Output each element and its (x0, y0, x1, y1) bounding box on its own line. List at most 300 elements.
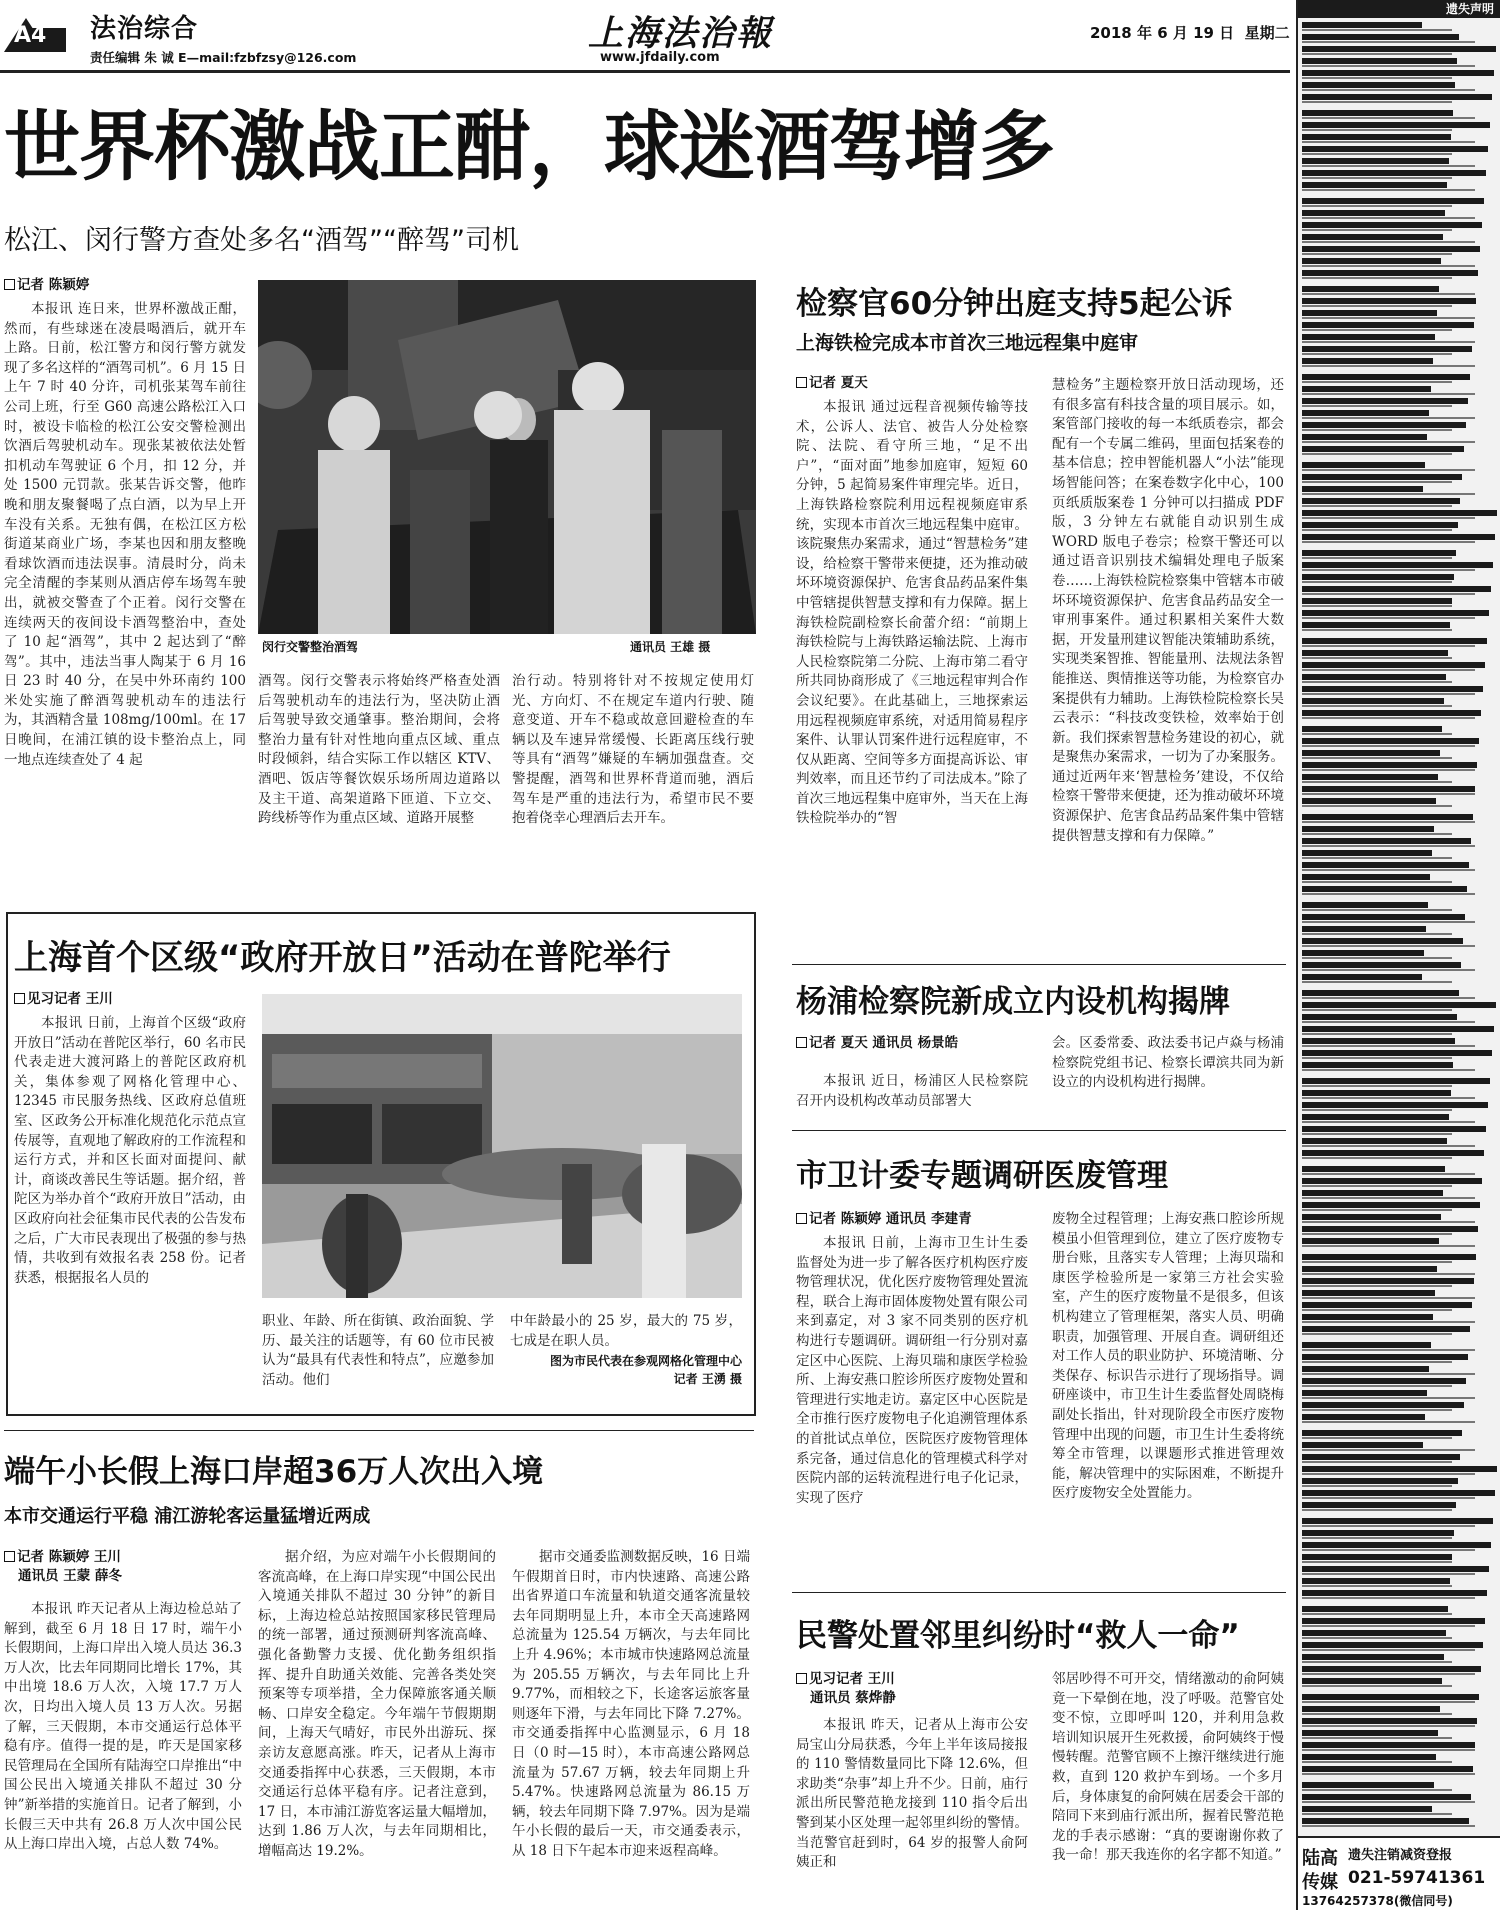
classified-listing-subtext (1302, 405, 1452, 407)
classified-listing-line (1302, 158, 1498, 168)
classified-listing-text (1302, 1414, 1425, 1420)
yangpu-headline: 杨浦检察院新成立内设机构揭牌 (796, 984, 1230, 1020)
classified-listing-subtext (1302, 617, 1475, 619)
classified-listing-subtext (1302, 1497, 1475, 1499)
classified-listing-subtext (1302, 101, 1452, 103)
classified-listing-subtext (1302, 153, 1452, 155)
classified-listing-line (1302, 398, 1498, 408)
classified-listing-line (1302, 134, 1498, 144)
classified-listing-text (1302, 70, 1494, 76)
classified-listing-line (1302, 1126, 1498, 1136)
classified-listing-line (1302, 1390, 1498, 1400)
dragon-body-col3: 据市交通委监测数据反映，16 日端午假期首日时，市内快速路、高速公路出省界道口车流量和轨道交通客流量较去年同期明显上升，本市全天高速路网总流量为 125.54 万辆次，与去年同比上升 4.96%；本市城市快速路网总流量为 205.55 万辆次，与去年同比上升 9.77%，而相较之下，长途客运旅客量则逐年下滑，与去年同比下降 7.27%。市交通委指挥中心监测显示，6 月 18 日（0 时—15 时），本市高速公路网总流量为 57.67 万辆，较去年同期上升 5.47%。快速路网总流量为 86.15 万辆，较去年同期下降 7.97%。因为是端午小长假的最后一天，市交通委表示，从 18 日下午起本市迎来返程高峰。 (512, 1549, 750, 1859)
classified-listing-text (1302, 762, 1477, 768)
classified-listing-line (1302, 146, 1498, 156)
classified-listing-text (1302, 950, 1424, 956)
yangpu-byline: 记者 夏天 通讯员 杨景皓 (796, 1034, 958, 1053)
classified-listing-line (1302, 1278, 1498, 1288)
classified-listing-subtext (1302, 793, 1475, 795)
classified-listing-subtext (1302, 1409, 1452, 1411)
classified-listing-line (1302, 270, 1498, 280)
classified-listing-text (1302, 110, 1453, 116)
classified-listing-text (1302, 82, 1455, 88)
classified-listing-text (1302, 1806, 1432, 1812)
classified-listing-subtext (1302, 1661, 1452, 1663)
classified-listing-subtext (1302, 529, 1452, 531)
page-badge (0, 14, 70, 54)
classified-listing-subtext (1302, 605, 1452, 607)
classified-listing-line (1302, 462, 1498, 472)
lead-headline: 世界杯激战正酣，球迷酒驾增多 (4, 102, 1054, 191)
classified-listing-subtext (1302, 1801, 1475, 1803)
classified-listing-text (1302, 1202, 1480, 1208)
putuo-byline: 见习记者 王川 (14, 990, 113, 1009)
classified-listing-line (1302, 1630, 1498, 1640)
classified-listing-text (1302, 1002, 1496, 1008)
classified-listing-subtext (1302, 469, 1475, 471)
classified-listing-line (1302, 938, 1498, 948)
classified-listing-text (1302, 258, 1441, 264)
classified-listing-text (1302, 270, 1478, 276)
classified-listing-text (1302, 1454, 1460, 1460)
classified-listing-subtext (1302, 229, 1452, 231)
classified-listing-text (1302, 738, 1479, 744)
classified-listing-subtext (1302, 1373, 1475, 1375)
page-number: A4 (14, 23, 47, 48)
classified-listing-text (1302, 1014, 1457, 1020)
classified-listing-text (1302, 850, 1432, 856)
classified-listing-line (1302, 874, 1498, 884)
dragon-byline: 记者 陈颖婷 王川 通讯员 王蒙 薛冬 (4, 1548, 122, 1586)
classified-listing-subtext (1302, 1473, 1475, 1475)
classified-listing-text (1302, 474, 1462, 480)
classified-listing-text (1302, 1706, 1440, 1712)
classified-listing-subtext (1302, 541, 1475, 543)
classified-listing-text (1302, 1402, 1464, 1408)
classified-listing-line (1302, 1314, 1498, 1324)
classified-listing-text (1302, 962, 1461, 968)
classified-listing-subtext (1302, 1361, 1452, 1363)
classified-listing-subtext (1302, 1109, 1452, 1111)
classified-listing-line (1302, 726, 1498, 736)
classified-listing-line (1302, 1566, 1498, 1576)
classified-listing-text (1302, 1718, 1477, 1724)
classified-listing-text (1302, 1254, 1476, 1260)
classified-listing-text (1302, 926, 1426, 932)
classified-listing-subtext (1302, 253, 1452, 255)
lead-body-col2: 酒驾。闵行交警表示将始终严格查处酒后驾驶机动车的违法行为，坚决防止酒后驾驶导致交通肇事。整治期间，会将整治力量有针对性地向重点区域、重点时段倾斜，结合实际工作以辖区 KTV、酒吧、饭店等餐饮娱乐场所周边道路以及主干道、高架道路下匝道、下立交、跨线桥等作为重点区域、道路开展整 (258, 673, 500, 827)
classified-listing-line (1302, 550, 1498, 560)
classified-listing-text (1302, 146, 1488, 152)
putuo-photo-caption (510, 1352, 742, 1388)
classified-listing-text (1302, 1314, 1433, 1320)
classified-listing-subtext (1302, 1033, 1452, 1035)
classified-listing-text (1302, 298, 1476, 304)
classified-listing-line (1302, 1818, 1498, 1828)
classified-listing-line (1302, 1454, 1498, 1464)
classified-listing-text (1302, 774, 1438, 780)
classified-listing-subtext (1302, 1813, 1452, 1815)
classified-listing-subtext (1302, 1461, 1452, 1463)
footer-service: 遗失注销减资登报 (1348, 1848, 1453, 1863)
dragon-subhead: 本市交通运行平稳 浦江游轮客运量猛增近两成 (4, 1506, 371, 1527)
classified-listing-subtext (1302, 669, 1475, 671)
classified-listing-subtext (1302, 1157, 1452, 1159)
classified-listing-text (1302, 886, 1467, 892)
lead-photo-caption: 闵行交警整治酒驾 (262, 640, 359, 654)
classified-listing-subtext (1302, 693, 1475, 695)
classified-listing-line (1302, 586, 1498, 596)
classified-listing-subtext (1302, 869, 1475, 871)
classified-listing-line (1302, 322, 1498, 332)
classified-listing-subtext (1302, 745, 1475, 747)
classified-listing-subtext (1302, 1057, 1452, 1059)
classified-listing-line (1302, 1414, 1498, 1424)
classified-listing-subtext (1302, 657, 1452, 659)
classified-listing-subtext (1302, 1625, 1475, 1627)
classified-listing-line (1302, 386, 1498, 396)
classified-listing-subtext (1302, 757, 1452, 759)
classified-listing-subtext (1302, 857, 1452, 859)
classified-listing-text (1302, 938, 1463, 944)
classified-listing-subtext (1302, 1749, 1475, 1751)
classified-listing-subtext (1302, 329, 1452, 331)
classified-listing-subtext (1302, 981, 1452, 983)
classified-listing-subtext (1302, 117, 1475, 119)
classified-listing-line (1302, 838, 1498, 848)
classified-listing-text (1302, 662, 1485, 668)
classified-listing-line (1302, 94, 1498, 104)
putuo-body-col3: 中年龄最小的 25 岁，最大的 75 岁，七成是在职人员。 (510, 1313, 742, 1349)
classified-listing-line (1302, 1478, 1498, 1488)
classified-listing-text (1302, 550, 1456, 556)
classified-listing-line (1302, 1530, 1498, 1540)
classified-listing-text (1302, 1326, 1470, 1332)
classified-listing-line (1302, 1618, 1498, 1628)
classified-listing-text (1302, 1102, 1488, 1108)
lead-byline: 记者 陈颖婷 (4, 276, 89, 295)
prosecutor-headline: 检察官60分钟出庭支持5起公诉 (796, 286, 1233, 322)
classified-listing-line (1302, 1354, 1498, 1364)
health-headline: 市卫计委专题调研医废管理 (796, 1158, 1168, 1194)
classified-listing-line (1302, 1150, 1498, 1160)
classified-listing-subtext (1302, 1297, 1475, 1299)
classified-listing-line (1302, 298, 1498, 308)
police-body-col2: 邻居吵得不可开交，情绪激动的俞阿姨竟一下晕倒在地，没了呼吸。范警官处变不惊，立即呼叫 120，并利用急救培训知识展开生死救援，俞阿姨终于慢慢转醒。范警官顾不上擦汗继续进行施救，直到 120 救护车到场。一个多月后，身体康复的俞阿姨在居委会干部的陪同下来到庙行派出所，握着民警范艳龙的手表示感谢：“真的要谢谢你救了我一命！那天我连你的名字都不知道。” (1052, 1671, 1284, 1864)
classified-listing-line (1302, 1402, 1498, 1412)
classified-listing-text (1302, 1630, 1446, 1636)
classified-listing-text (1302, 1478, 1458, 1484)
classified-listing-line (1302, 1290, 1498, 1300)
classified-listing-text (1302, 1214, 1441, 1220)
classified-listing-text (1302, 1490, 1495, 1496)
classified-listing-text (1302, 710, 1481, 716)
classified-listing-line (1302, 1554, 1498, 1564)
classified-listing-subtext (1302, 165, 1475, 167)
classified-listing-line (1302, 1038, 1498, 1048)
classified-listing-line (1302, 498, 1498, 508)
classified-listing-line (1302, 1766, 1498, 1776)
classified-listing-line (1302, 70, 1498, 80)
classified-listing-text (1302, 1026, 1494, 1032)
classified-listing-line (1302, 110, 1498, 120)
classified-listing-line (1302, 374, 1498, 384)
classified-listing-line (1302, 1378, 1498, 1388)
classified-listing-text (1302, 1354, 1468, 1360)
classified-listing-subtext (1302, 1245, 1475, 1247)
classified-listing-line (1302, 46, 1498, 56)
classified-listing-line (1302, 1694, 1498, 1704)
classified-listing-text (1302, 158, 1449, 164)
classified-listing-text (1302, 498, 1460, 504)
classified-listing-line (1302, 258, 1498, 268)
classified-listing-line (1302, 786, 1498, 796)
classified-listing-line (1302, 1794, 1498, 1804)
classified-listing-line (1302, 850, 1498, 860)
classified-listing-text (1302, 1782, 1434, 1788)
classified-listing-subtext (1302, 353, 1452, 355)
putuo-photo (262, 994, 742, 1298)
lead-photo-credit: 通讯员 王雄 摄 (630, 640, 711, 654)
classified-listing-subtext (1302, 453, 1452, 455)
classified-listing-text (1302, 826, 1434, 832)
classified-listing-text (1302, 210, 1445, 216)
classified-listing-text (1302, 862, 1469, 868)
classified-listing-text (1302, 1090, 1451, 1096)
classified-listing-line (1302, 650, 1498, 660)
classified-listing-line (1302, 686, 1498, 696)
classified-listing-line (1302, 1502, 1498, 1512)
classified-listing-subtext (1302, 441, 1475, 443)
classified-listing-line (1302, 1590, 1498, 1600)
classified-listing-line (1302, 1806, 1498, 1816)
classified-listing-subtext (1302, 1597, 1475, 1599)
classified-listing-subtext (1302, 1273, 1475, 1275)
classified-listing-line (1302, 710, 1498, 720)
classified-listing-subtext (1302, 733, 1452, 735)
classified-listing-line (1302, 234, 1498, 244)
classified-listing-line (1302, 1730, 1498, 1740)
classified-listing-line (1302, 434, 1498, 444)
classified-listing-subtext (1302, 1173, 1475, 1175)
classified-listing-line (1302, 82, 1498, 92)
classified-listing-line (1302, 974, 1498, 984)
classified-listing-text (1302, 610, 1489, 616)
classified-listing-line (1302, 962, 1498, 972)
lead-body-col1: 本报讯 连日来，世界杯激战正酣，然而，有些球迷在凌晨喝酒后，就开车上路。日前，松江警方和闵行警方就发现了多名这样的“酒驾司机”。6 月 15 日上午 7 时 40 分许，司机张某驾车前往公司上班，行至 G60 高速公路松江入口时，被设卡临检的松江公安交警检测出饮酒后驾驶机动车。现张某被依法处暂扣机动车驾驶证 6 个月，扣 12 分，并处 1500 元罚款。张某告诉交警，他昨晚和朋友聚餐喝了点白酒，以为早上开车没有关系。无独有偶，在松江区方松街道某商业广场，李某也因和朋友整晚看球饮酒而违法误事。清晨时分，尚未完全清醒的李某则从酒店停车场驾车驶出，就被交警查了个正着。闵行交警在连续两天的夜间设卡酒驾整治中，查处了 10 起“酒驾”，其中 2 起达到了“醉驾”。其中，违法当事人陶某于 6 月 16 日 23 时 40 分，在吴中外环南约 100 米处实施了醉酒驾驶机动车的违法行为，其酒精含量 108mg/100ml。在 17 日晚间，在浦江镇的设卡整治点上，同一地点连续查处了 4 起 (4, 301, 246, 768)
classified-listing-line (1302, 1002, 1498, 1012)
classified-listing-text (1302, 46, 1496, 52)
classified-listing-subtext (1302, 1069, 1475, 1071)
classified-listing-text (1302, 234, 1443, 240)
classified-listing-text (1302, 58, 1457, 64)
classified-listing-line (1302, 182, 1498, 192)
classified-listing-text (1302, 1238, 1439, 1244)
classified-listing-line (1302, 1190, 1498, 1200)
putuo-body-col2: 职业、年龄、所在街镇、政治面貌、学历、最关注的话题等，有 60 位市民被认为“最具有代表性和特点”，应邀参加活动。他们 (262, 1313, 494, 1388)
classified-listing-text (1302, 698, 1444, 704)
classified-listing-subtext (1302, 1825, 1475, 1827)
classified-listing-text (1302, 1342, 1431, 1348)
classified-listing-line (1302, 750, 1498, 760)
classified-listing-line (1302, 1254, 1498, 1264)
classified-listing-text (1302, 34, 1459, 40)
dragon-top-rule (4, 1430, 754, 1431)
classified-listing-subtext (1302, 1097, 1475, 1099)
classified-listing-line (1302, 1430, 1498, 1440)
classified-listing-subtext (1302, 1725, 1475, 1727)
classified-listing-subtext (1302, 581, 1452, 583)
weekday: 星期二 (1244, 24, 1290, 42)
classified-listing-subtext (1302, 1649, 1475, 1651)
classified-listing-text (1302, 462, 1425, 468)
classified-listing-line (1302, 1578, 1498, 1588)
classified-listing-line (1302, 1654, 1498, 1664)
classified-listing-line (1302, 826, 1498, 836)
classified-listing-subtext (1302, 493, 1475, 495)
classified-listing-subtext (1302, 517, 1475, 519)
classified-listing-subtext (1302, 557, 1452, 559)
classified-listing-text (1302, 486, 1423, 492)
classified-listing-line (1302, 34, 1498, 44)
classified-listing-line (1302, 1166, 1498, 1176)
classified-listing-text (1302, 1150, 1484, 1156)
classified-listing-text (1302, 1678, 1442, 1684)
classified-listing-line (1302, 1090, 1498, 1100)
classified-listing-text (1302, 1618, 1485, 1624)
classified-listing-subtext (1302, 1185, 1452, 1187)
classified-listing-line (1302, 1266, 1498, 1276)
lead-photo-image (258, 280, 756, 634)
classified-listing-text (1302, 522, 1458, 528)
classified-listing-line (1302, 562, 1498, 572)
classified-listing-subtext (1302, 833, 1452, 835)
classified-listing-text (1302, 1590, 1487, 1596)
classified-listing-line (1302, 1466, 1498, 1476)
classified-listing-line (1302, 1782, 1498, 1792)
classified-listing-line (1302, 1678, 1498, 1688)
classified-listing-text (1302, 122, 1490, 128)
classified-listing-subtext (1302, 341, 1475, 343)
prosecutor-subhead: 上海铁检完成本市首次三地远程集中庭审 (796, 332, 1139, 354)
classified-listing-line (1302, 674, 1498, 684)
classified-listing-text (1302, 1390, 1427, 1396)
classified-footer (1298, 1836, 1500, 1912)
classified-listing-text (1302, 1742, 1475, 1748)
classified-listing-text (1302, 1366, 1429, 1372)
classified-listing-line (1302, 170, 1498, 180)
classified-listing-line (1302, 574, 1498, 584)
classified-listing-subtext (1302, 1701, 1475, 1703)
website: www.jfdaily.com (600, 50, 720, 65)
classified-listing-subtext (1302, 89, 1475, 91)
classified-listing-subtext (1302, 1773, 1475, 1775)
classified-listing-text (1302, 358, 1433, 364)
classified-listing-line (1302, 1606, 1498, 1616)
putuo-caption-credit: 记者 王湧 摄 (673, 1372, 742, 1386)
classified-listing-line (1302, 446, 1498, 456)
classified-listing-text (1302, 750, 1440, 756)
classified-listing-line (1302, 698, 1498, 708)
yangpu-body-col1: 本报讯 近日，杨浦区人民检察院召开内设机构改革动员部署大 (796, 1073, 1028, 1109)
header-rule (0, 70, 1290, 73)
classified-listing-line (1302, 1078, 1498, 1088)
classified-listing-subtext (1302, 217, 1475, 219)
classified-listing-text (1302, 1278, 1474, 1284)
classified-listing-subtext (1302, 593, 1475, 595)
classified-listing-line (1302, 410, 1498, 420)
classified-listing-text (1302, 94, 1492, 100)
classified-listing-text (1302, 346, 1472, 352)
classified-listing-text (1302, 1502, 1456, 1508)
classified-listing-subtext (1302, 1221, 1475, 1223)
classified-listing-subtext (1302, 1349, 1475, 1351)
classified-listing-text (1302, 1466, 1497, 1472)
police-body-col1: 本报讯 昨天，记者从上海市公安局宝山分局获悉，今年上半年该局接报的 110 警情数量同比下降 12.6%，但求助类“杂事”却上升不少。日前，庙行派出所民警范艳龙接到 110 指令后出警到某小区处理一起邻里纠纷的警情。当范警官赶到时，64 岁的报警人俞阿姨正和 (796, 1717, 1028, 1871)
classified-listing-text (1302, 1266, 1437, 1272)
footer-mobile: 13764257378(微信同号) (1302, 1894, 1453, 1908)
classified-listing-subtext (1302, 769, 1475, 771)
classified-listing-subtext (1302, 129, 1452, 131)
health-byline: 记者 陈颖婷 通讯员 李建青 (796, 1210, 972, 1229)
classified-listing-line (1302, 1706, 1498, 1716)
classified-listing-line (1302, 198, 1498, 208)
classified-listing-line (1302, 798, 1498, 808)
classified-listing-subtext (1302, 1385, 1452, 1387)
classified-listing-subtext (1302, 1285, 1452, 1287)
classified-listing-text (1302, 134, 1451, 140)
classified-listing-subtext (1302, 317, 1475, 319)
classified-listing-text (1302, 446, 1464, 452)
classified-listing-text (1302, 1430, 1462, 1436)
classified-listing-line (1302, 334, 1498, 344)
classified-listing-text (1302, 1730, 1438, 1736)
classified-listing-subtext (1302, 1209, 1452, 1211)
classified-listing-subtext (1302, 41, 1475, 43)
classified-listing-subtext (1302, 1397, 1475, 1399)
classified-listing-line (1302, 598, 1498, 608)
classified-listing-text (1302, 1666, 1481, 1672)
classified-ads-column (1296, 0, 1500, 1910)
classified-listing-text (1302, 1114, 1449, 1120)
classified-listing-text (1302, 170, 1486, 176)
classified-listing-subtext (1302, 277, 1452, 279)
classified-listing-line (1302, 1442, 1498, 1452)
classified-listing-text (1302, 1126, 1486, 1132)
classified-listing-subtext (1302, 293, 1475, 295)
classified-listing-subtext (1302, 1121, 1475, 1123)
classified-listing-subtext (1302, 893, 1475, 895)
classified-listing-line (1302, 534, 1498, 544)
classified-listing-subtext (1302, 1421, 1475, 1423)
classified-listing-subtext (1302, 305, 1452, 307)
classified-listing-line (1302, 510, 1498, 520)
classified-listing-subtext (1302, 681, 1452, 683)
classified-listing-text (1302, 510, 1497, 516)
classified-listing-text (1302, 838, 1471, 844)
classified-listing-subtext (1302, 393, 1475, 395)
putuo-caption-text: 图为市民代表在参观网格化管理中心 (549, 1354, 742, 1368)
section-name: 法治综合 (90, 14, 199, 44)
classified-listing-line (1302, 902, 1498, 912)
classified-listing-text (1302, 650, 1448, 656)
classified-listing-subtext (1302, 1045, 1475, 1047)
classified-listing-text (1302, 1542, 1491, 1548)
classified-listing-subtext (1302, 717, 1475, 719)
classified-listing-line (1302, 1754, 1498, 1764)
classified-listing-line (1302, 950, 1498, 960)
classified-listing-line (1302, 914, 1498, 924)
